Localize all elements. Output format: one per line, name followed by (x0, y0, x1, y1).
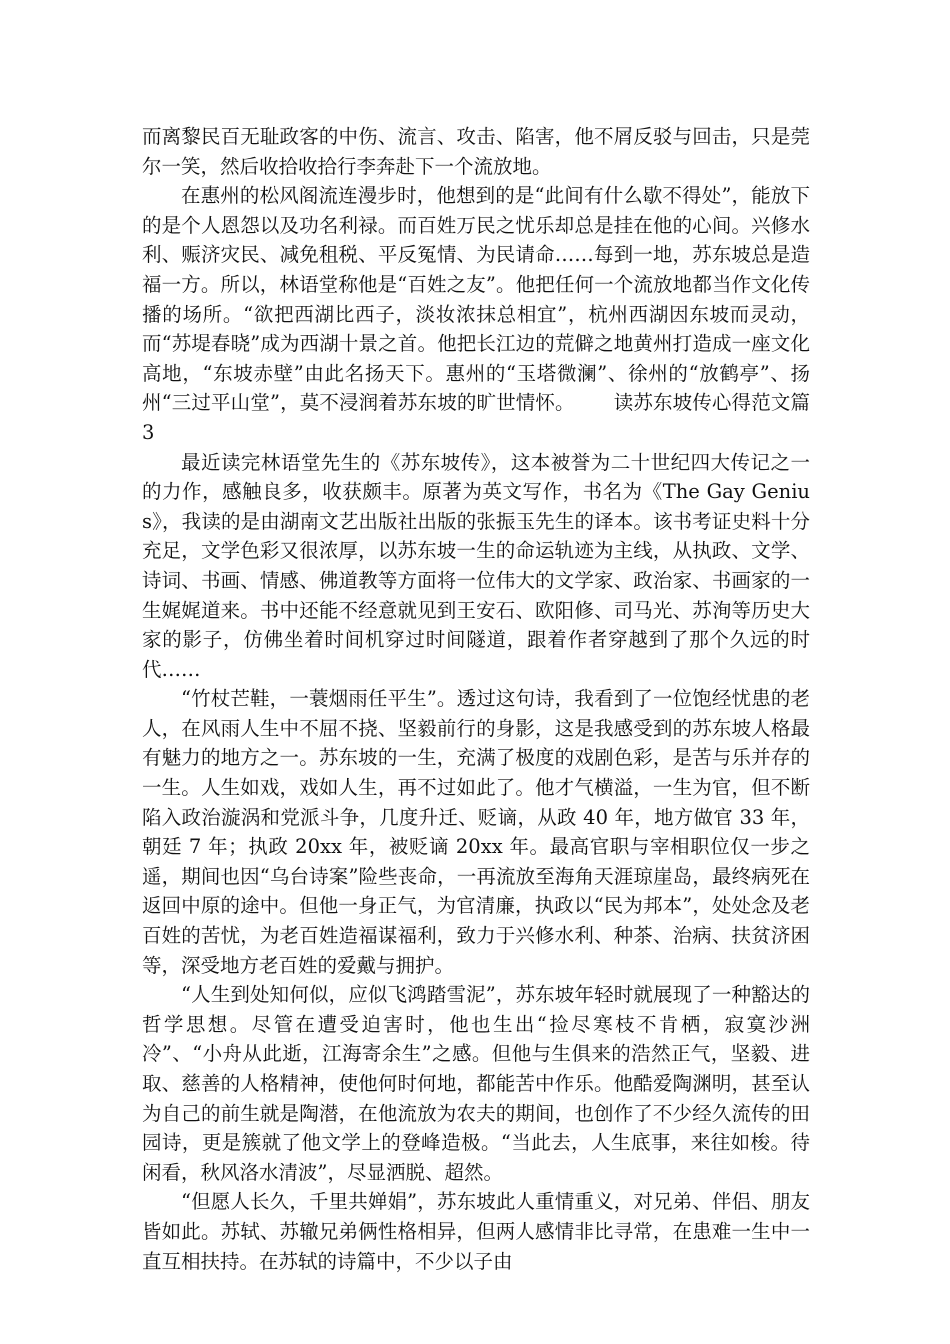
paragraph-text: “但愿人长久，千里共婵娟”，苏东坡此人重情重义，对兄弟、伴侣、朋友皆如此。苏轼、苏辙兄弟俩性格相异，但两人感情非比寻常，在患难一生中一直互相扶持。在苏轼的诗篇中，不少以子由 (142, 1190, 810, 1273)
document-body (142, 122, 810, 1276)
paragraph (142, 122, 810, 181)
paragraph-text: “竹杖芒鞋，一蓑烟雨任平生”。透过这句诗，我看到了一位饱经忧患的老人，在风雨人生中不屈不挠、坚毅前行的身影，这是我感受到的苏东坡人格最有魅力的地方之一。苏东坡的一生，充满了极度的戏剧色彩，是苦与乐并存的一生。人生如戏，戏如人生，再不过如此了。他才气横溢，一生为官，但不断陷入政治漩涡和党派斗争，几度升迁、贬谪，从政 40 年，地方做官 33 年，朝廷 7 年；执政 20xx 年，被贬谪 20xx 年。最高官职与宰相职位仅一步之遥，期间也因“乌台诗案”险些丧命，一再流放至海角天涯琼崖岛，最终病死在返回中原的途中。但他一身正气，为官清廉，执政以“民为邦本”，处处念及老百姓的苦忧，为老百姓造福谋福利，致力于兴修水利、种茶、治病、扶贫济困等，深受地方老百姓的爱戴与拥护。 (142, 687, 810, 977)
paragraph-text: 最近读完林语堂先生的《苏东坡传》，这本被誉为二十世纪四大传记之一的力作，感触良多，收获颇丰。原著为英文写作，书名为《The Gay Genius》，我读的是由湖南文艺出版社出版的张振玉先生的译本。该书考证史料十分充足，文学色彩又很浓厚，以苏东坡一生的命运轨迹为主线，从执政、文学、诗词、书画、情感、佛道教等方面将一位伟大的文学家、政治家、书画家的一生娓娓道来。书中还能不经意就见到王安石、欧阳修、司马光、苏洵等历史大家的影子，仿佛坐着时间机穿过时间隧道，跟着作者穿越到了那个久远的时代…… (142, 450, 810, 681)
paragraph (142, 980, 810, 1187)
paragraph-text: 而离黎民百无耻政客的中伤、流言、攻击、陷害，他不屑反驳与回击，只是莞尔一笑，然后收拾收拾行李奔赴下一个流放地。 (142, 125, 810, 178)
paragraph (142, 448, 810, 685)
paragraph-text: “人生到处知何似，应似飞鸿踏雪泥”，苏东坡年轻时就展现了一种豁达的哲学思想。尽管在遭受迫害时，他也生出“捡尽寒枝不肯栖，寂寞沙洲冷”、“小舟从此逝，江海寄余生”之感。但他与生俱来的浩然正气，坚毅、进取、慈善的人格精神，使他何时何地，都能苦中作乐。他酷爱陶渊明，甚至认为自己的前生就是陶潜，在他流放为农夫的期间，也创作了不少经久流传的田园诗，更是簇就了他文学上的登峰造极。“当此去，人生底事，来往如梭。待闲看，秋风洛水清波”，尽显洒脱、超然。 (142, 983, 810, 1184)
paragraph-text: 在惠州的松风阁流连漫步时，他想到的是“此间有什么歇不得处”，能放下的是个人恩怨以及功名利禄。而百姓万民之忧乐却总是挂在他的心间。兴修水利、赈济灾民、减免租税、平反冤情、为民请命……每到一地，苏东坡总是造福一方。所以，林语堂称他是“百姓之友”。他把任何一个流放地都当作文化传播的场所。“欲把西湖比西子，淡妆浓抹总相宜”，杭州西湖因东坡而灵动，而“苏堤春晓”成为西湖十景之首。他把长江边的荒僻之地黄州打造成一座文化高地，“东坡赤壁”由此名扬天下。惠州的“玉塔微澜”、徐州的“放鹤亭”、扬州“三过平山堂”，莫不浸润着苏东坡的旷世情怀。 (142, 184, 810, 415)
section-heading: 读苏东坡传心得范文篇3 (142, 391, 810, 444)
paragraph (142, 181, 810, 447)
paragraph (142, 1187, 810, 1276)
paragraph (142, 684, 810, 980)
